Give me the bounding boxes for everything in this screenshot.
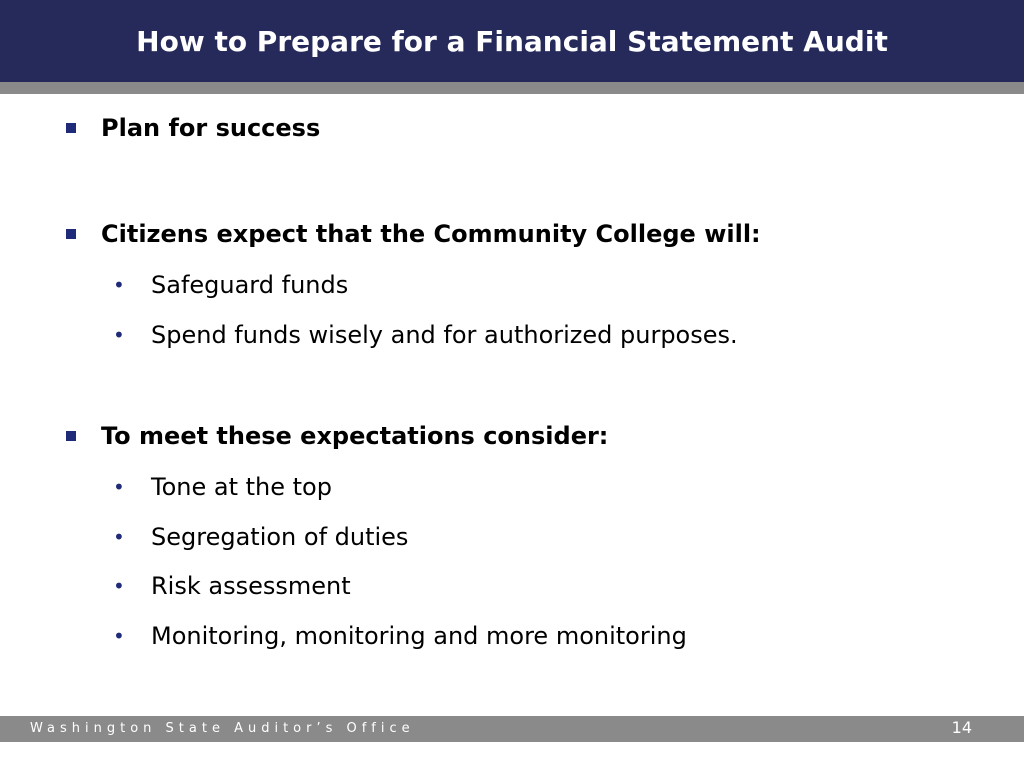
sub-bullet-text: Tone at the top bbox=[151, 473, 332, 501]
square-bullet-icon bbox=[66, 123, 76, 133]
bullet-heading: Plan for success bbox=[101, 114, 321, 142]
page-number: 14 bbox=[951, 718, 972, 737]
slide-title: How to Prepare for a Financial Statement Audit bbox=[136, 24, 888, 58]
dot-bullet-icon: • bbox=[113, 624, 125, 648]
sub-bullet-item bbox=[113, 271, 348, 299]
title-bar bbox=[0, 0, 1024, 82]
title-divider bbox=[0, 82, 1024, 94]
bullet-citizens-expect bbox=[66, 220, 761, 248]
bullet-meet-expectations bbox=[66, 422, 608, 450]
dot-bullet-icon: • bbox=[113, 525, 125, 549]
dot-bullet-icon: • bbox=[113, 273, 125, 297]
footer-bar bbox=[0, 716, 1024, 742]
dot-bullet-icon: • bbox=[113, 323, 125, 347]
square-bullet-icon bbox=[66, 229, 76, 239]
sub-bullet-text: Segregation of duties bbox=[151, 523, 409, 551]
sub-bullet-item bbox=[113, 622, 687, 650]
footer-organization: Washington State Auditor’s Office bbox=[30, 721, 415, 736]
dot-bullet-icon: • bbox=[113, 475, 125, 499]
bullet-heading: Citizens expect that the Community College will: bbox=[101, 220, 761, 248]
bullet-heading: To meet these expectations consider: bbox=[101, 422, 609, 450]
bullet-plan-for-success bbox=[66, 114, 320, 142]
dot-bullet-icon: • bbox=[113, 574, 125, 598]
sub-bullet-item bbox=[113, 321, 738, 349]
square-bullet-icon bbox=[66, 431, 76, 441]
sub-bullet-item bbox=[113, 473, 332, 501]
sub-bullet-text: Safeguard funds bbox=[151, 271, 349, 299]
sub-bullet-item bbox=[113, 523, 408, 551]
sub-bullet-text: Monitoring, monitoring and more monitoring bbox=[151, 622, 687, 650]
sub-bullet-text: Risk assessment bbox=[151, 572, 351, 600]
sub-bullet-item bbox=[113, 572, 351, 600]
sub-bullet-text: Spend funds wisely and for authorized purposes. bbox=[151, 321, 738, 349]
